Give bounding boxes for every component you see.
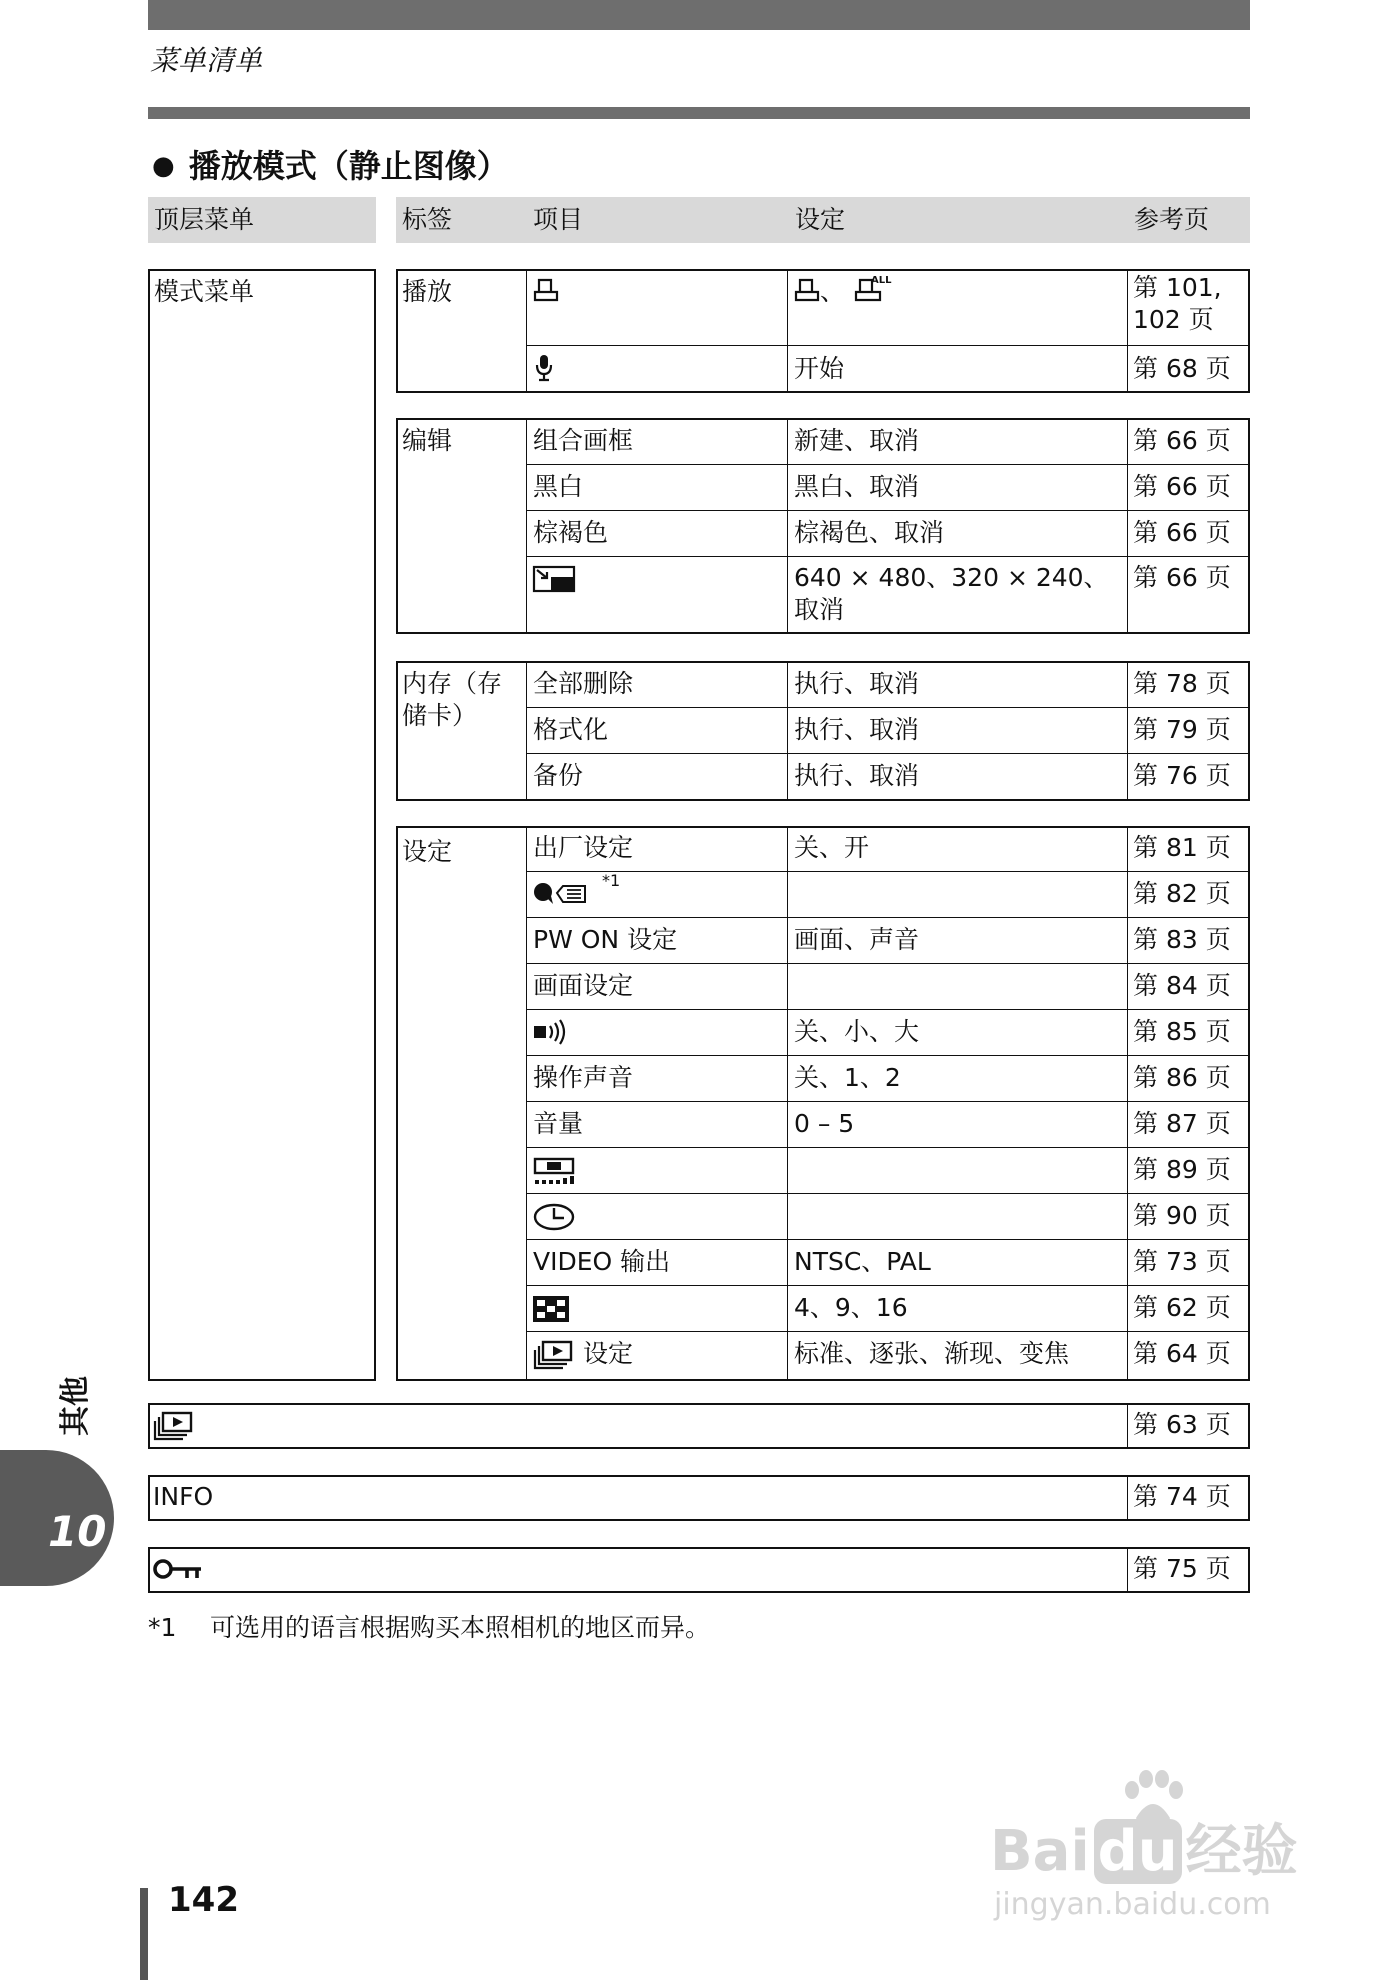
mem-ref-1: 第 78 页 [1133,669,1231,698]
setup-item-4: 画面设定 [533,971,634,1000]
setup-setting-1: 关、开 [794,833,870,862]
header-top-bar [148,0,1250,30]
divider [787,269,788,393]
setup-item-12: 设定 [583,1339,634,1368]
top-menu-cell [148,269,376,1381]
setup-setting-5: 关、小、大 [794,1017,920,1046]
brand-du: du [1094,1819,1182,1884]
divider [526,345,1250,346]
monitor-brightness-icon [533,1156,577,1190]
standalone-info-label: INFO [153,1482,214,1511]
setup-item-3: PW ON 设定 [533,925,678,954]
divider [526,510,1250,511]
divider [526,1331,1250,1332]
col-ref: 参考页 [1134,205,1210,234]
edit-item-1: 组合画框 [533,426,634,455]
slideshow-icon [153,1411,193,1445]
divider [526,661,527,801]
standalone-ref-2: 第 74 页 [1133,1482,1231,1511]
divider [1127,826,1128,1381]
group-play-label: 播放 [402,277,453,306]
edit-ref-4: 第 66 页 [1133,563,1231,592]
setup-item-10: VIDEO 输出 [533,1247,671,1276]
divider [787,661,788,801]
divider [526,1055,1250,1056]
standalone-ref-3: 第 75 页 [1133,1554,1231,1583]
beep-icon [533,1019,569,1049]
col-setting: 设定 [795,205,846,234]
divider [526,871,1250,872]
setup-setting-6: 关、1、2 [794,1063,901,1092]
mem-setting-2: 执行、取消 [794,715,920,744]
setup-ref-7: 第 87 页 [1133,1109,1231,1138]
divider [526,1009,1250,1010]
divider [526,1239,1250,1240]
setup-ref-10: 第 73 页 [1133,1247,1231,1276]
watermark-brand [990,1819,1298,1884]
divider [526,826,527,1381]
standalone-slideshow [148,1403,1250,1449]
mem-ref-2: 第 79 页 [1133,715,1231,744]
slideshow-icon [533,1340,573,1374]
edit-setting-4a: 640 × 480、320 × 240、 [794,563,1109,592]
setup-ref-6: 第 86 页 [1133,1063,1231,1092]
mem-item-3: 备份 [533,761,584,790]
play-ref-1a: 第 101, [1133,273,1222,302]
divider [787,418,788,634]
divider [787,826,788,1381]
divider [1127,1403,1128,1449]
col-tab: 标签 [402,205,453,234]
print-order-icon [794,278,820,308]
setup-ref-9: 第 90 页 [1133,1201,1231,1230]
divider [526,1285,1250,1286]
header-bottom-bar [148,107,1250,119]
index-grid-icon [533,1296,569,1326]
bullet: ● [152,151,175,181]
setup-setting-7: 0 – 5 [794,1109,855,1138]
edit-ref-2: 第 66 页 [1133,472,1231,501]
protect-key-icon [153,1558,203,1586]
setup-ref-8: 第 89 页 [1133,1155,1231,1184]
group-setup-label: 设定 [402,837,453,866]
setup-ref-5: 第 85 页 [1133,1017,1231,1046]
section-title: 播放模式（静止图像） [188,147,509,185]
mem-ref-3: 第 76 页 [1133,761,1231,790]
setup-ref-3: 第 83 页 [1133,925,1231,954]
resize-icon [533,566,575,596]
print-all-icon [854,274,892,308]
divider [526,1101,1250,1102]
setup-ref-4: 第 84 页 [1133,971,1231,1000]
setup-setting-12: 标准、逐张、渐现、变焦 [794,1339,1070,1368]
edit-ref-3: 第 66 页 [1133,518,1231,547]
col-item: 项目 [533,205,584,234]
brand-cn: 经验 [1185,1819,1298,1884]
language-icon [533,880,587,910]
group-edit-label: 编辑 [402,426,453,455]
edit-item-2: 黑白 [533,472,584,501]
page-number: 142 [168,1880,239,1920]
setup-item-6: 操作声音 [533,1063,634,1092]
standalone-ref-1: 第 63 页 [1133,1410,1231,1439]
setup-setting-10: NTSC、PAL [794,1247,931,1276]
divider [1127,661,1128,801]
brand-bai: Bai [990,1819,1090,1884]
setup-ref-1: 第 81 页 [1133,833,1231,862]
divider [526,753,1250,754]
footnote-text: 可选用的语言根据购买本照相机的地区而异。 [210,1613,711,1642]
side-tab-number: 10 [48,1507,107,1556]
section-heading [152,146,509,186]
side-tab-text: 其他 [58,1376,93,1436]
divider [1127,269,1128,393]
clock-icon [533,1203,575,1235]
play-setting-sep: 、 [820,277,846,306]
divider [526,464,1250,465]
divider [526,707,1250,708]
microphone-icon [534,354,554,386]
divider [526,917,1250,918]
edit-setting-3: 棕褐色、取消 [794,518,945,547]
setup-ref-12: 第 64 页 [1133,1339,1231,1368]
svg-text:ALL: ALL [871,275,892,286]
divider [526,963,1250,964]
mem-setting-1: 执行、取消 [794,669,920,698]
setup-ref-2: 第 82 页 [1133,879,1231,908]
setup-ref-11: 第 62 页 [1133,1293,1231,1322]
divider [526,556,1250,557]
setup-item-1: 出厂设定 [533,833,634,862]
edit-item-3: 棕褐色 [533,518,609,547]
running-title: 菜单清单 [150,44,263,77]
col-top-menu: 顶层菜单 [154,205,255,234]
edit-setting-4b: 取消 [794,595,845,624]
standalone-protect [148,1547,1250,1593]
edit-setting-1: 新建、取消 [794,426,920,455]
play-ref-2: 第 68 页 [1133,354,1231,383]
setup-item-7: 音量 [533,1109,584,1138]
setup-setting-11: 4、9、16 [794,1293,908,1322]
language-superscript: *1 [602,871,621,890]
divider [1127,1547,1128,1593]
group-memory-label-2: 储卡） [402,701,478,730]
top-menu-label: 模式菜单 [154,277,255,306]
group-memory-label-1: 内存（存 [402,669,503,698]
footnote-mark: *1 [148,1613,177,1642]
divider [526,1193,1250,1194]
divider [526,1147,1250,1148]
divider [1127,1475,1128,1521]
watermark-url: jingyan.baidu.com [994,1887,1271,1922]
setup-setting-3: 画面、声音 [794,925,920,954]
standalone-info [148,1475,1250,1521]
divider [1127,418,1128,634]
edit-setting-2: 黑白、取消 [794,472,920,501]
play-setting-2: 开始 [794,354,845,383]
edit-ref-1: 第 66 页 [1133,426,1231,455]
side-tab-label [56,1376,116,1436]
page-number-bar [140,1888,148,1980]
mem-item-1: 全部删除 [533,669,634,698]
divider [526,269,527,393]
print-order-icon [533,278,559,308]
mem-setting-3: 执行、取消 [794,761,920,790]
play-ref-1b: 102 页 [1133,305,1214,334]
divider [526,418,527,634]
watermark [990,1770,1330,1930]
mem-item-2: 格式化 [533,715,609,744]
